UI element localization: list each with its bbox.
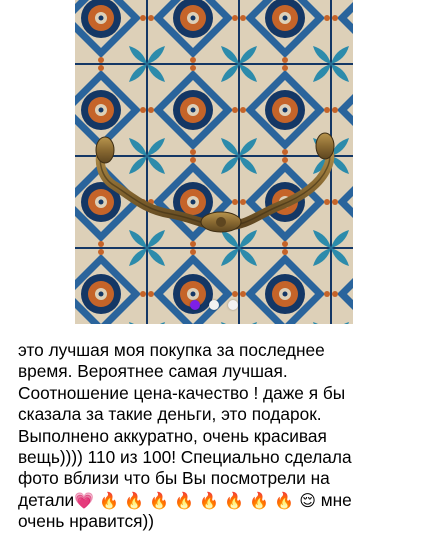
review-photo[interactable] [75, 0, 353, 324]
review-line-with-emoji [18, 490, 423, 511]
review-line: сказала за такие деньги, это подарок. [18, 404, 322, 425]
review-text-fragment: детали [18, 489, 75, 510]
review-line: фото вблизи что бы Вы посмотрели на [18, 468, 330, 489]
review-line: время. Вероятнее самая лучшая. [18, 361, 288, 382]
emoji-sequence: 💗 🔥 🔥 🔥 🔥 🔥 🔥 🔥 🔥 😌 [74, 490, 316, 510]
review-line: Выполнено аккуратно, очень красивая [18, 425, 327, 446]
review-line: вещь)))) 110 из 100! Специально сделала [18, 447, 352, 468]
review-line: очень нравится)) [18, 511, 155, 532]
review-text [18, 340, 423, 533]
carousel-dot-3[interactable] [228, 300, 238, 310]
review-text-fragment: мне [315, 489, 352, 510]
review-line: Соотношение цена-качество ! даже я бы [18, 382, 346, 403]
carousel-dot-2[interactable] [209, 300, 219, 310]
carousel-indicator[interactable] [75, 300, 353, 310]
carousel-dot-1[interactable] [190, 300, 200, 310]
review-line: это лучшая моя покупка за последнее [18, 340, 325, 360]
tile-fabric-image [75, 0, 353, 324]
